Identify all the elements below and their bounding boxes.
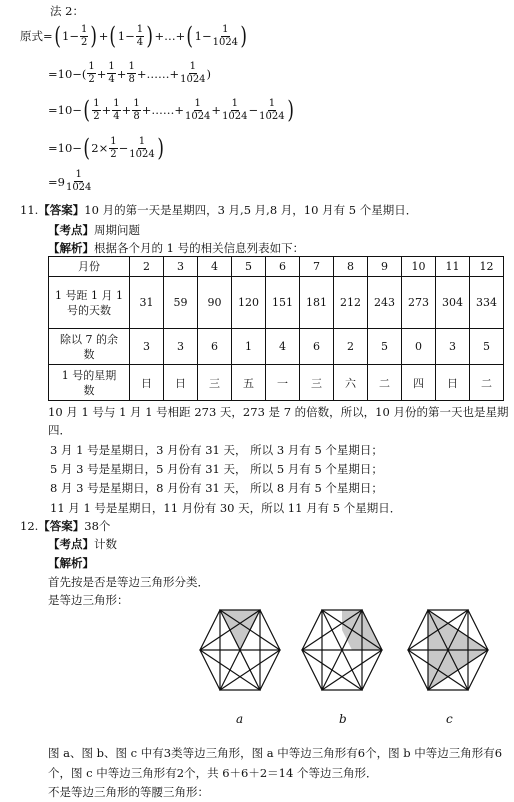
q12-kaodian-line: 【考点】计数 xyxy=(48,537,117,551)
q11-answer: 10 月的第一天是星期四，3 月,5 月,8 月，10 月有 5 个星期日． xyxy=(84,203,418,217)
fraction: $\frac{1}{1024}$ xyxy=(212,23,239,48)
shaded-region xyxy=(220,610,260,650)
q12-number: 12. xyxy=(20,519,39,533)
q12-summary-line-1: 图 a、图 b、图 c 中有3类等边三角形，图 a 中等边三角形有6个，图 b 中等边三角形有6 xyxy=(48,746,503,760)
formula-line-2: =10− ( $\frac{1}{2}$ + $\frac{1}{4}$ + $\frac{1}{8}$ +……+ $\frac{1}{1024}$ ) xyxy=(48,61,212,85)
formula-line-3: =10− ( $\frac{1}{2}$ + $\frac{1}{4}$ + $\frac{1}{8}$ +……+ $\frac{1}{1024}$ + $\frac{1}{1024}$ − $\frac{1}{1024}$ ) xyxy=(48,96,294,124)
q11-jiexi-line: 【解析】根据各个月的 1 号的相关信息列表如下： xyxy=(48,241,305,255)
q11-line: 11 月 1 号是星期日，11 月份有 30 天，所以 11 月有 5 个星期日． xyxy=(50,501,402,515)
formula-line-1: 原式 = ( 1 − $\frac{1}{2}$ ) + ( 1 − $\frac{1}{4}$ ) +…+ ( 1 − $\frac{1}{1024}$ ) xyxy=(20,22,248,50)
hexagon-figure-b xyxy=(302,610,382,690)
figure-label-b: b xyxy=(339,712,347,726)
fraction: $\frac{1}{4}$ xyxy=(136,23,144,48)
q11-line: 3 月 1 号是星期日，3 月份有 31 天， 所以 3 月有 5 个星期日； xyxy=(50,443,383,457)
q11-kaodian-line: 【考点】周期问题 xyxy=(48,223,140,237)
q12-not-equilateral: 不是等边三角形的等腰三角形： xyxy=(48,785,209,799)
table-row: 月份 2 3 4 5 6 7 8 9 10 11 12 xyxy=(49,257,504,277)
q12-summary-line-2: 个，图 c 中等边三角形有2个，共 6＋6＋2＝14 个等边三角形． xyxy=(48,766,378,780)
figure-label-c: c xyxy=(446,712,453,726)
formula-line-4: =10− ( 2× $\frac{1}{2}$ − $\frac{1}{1024}$ ) xyxy=(48,134,164,162)
q11-para-line-1: 10 月 1 号与 1 月 1 号相距 273 天，273 是 7 的倍数，所以，10 月份的第一天也是星期 xyxy=(48,405,509,419)
method-label: 法 2： xyxy=(50,4,84,18)
answer-tag: 【答案】 xyxy=(38,203,85,217)
q11-answer-line xyxy=(20,202,417,218)
formula-lhs: 原式 xyxy=(20,29,43,43)
q12-jiexi-line: 【解析】 xyxy=(48,556,94,570)
q11-line: 8 月 3 号是星期日，8 月份有 31 天， 所以 8 月有 5 个星期日； xyxy=(50,481,383,495)
q11-para-line-2: 四． xyxy=(48,423,71,437)
table-row: 1 号距 1 月 1 号的天数 31 59 90 120 151 181 212 243 273 304 334 xyxy=(49,277,504,329)
q12-answer: 38个 xyxy=(84,519,111,533)
q11-number: 11. xyxy=(20,203,39,217)
q12-answer-line: 12.【答案】38个 xyxy=(20,519,111,533)
table-row: 1 号的星期数 日 日 三 五 一 三 六 二 四 日 二 xyxy=(49,365,504,401)
fraction: $\frac{1}{2}$ xyxy=(80,23,88,48)
formula-line-5: =9 $\frac{1}{1024}$ xyxy=(48,169,92,193)
figure-label-a: a xyxy=(236,712,244,726)
q12-intro: 首先按是否是等边三角形分类． xyxy=(48,575,209,589)
table-row: 除以 7 的余数 3 3 6 1 4 6 2 5 0 3 5 xyxy=(49,329,504,365)
q12-equilateral-heading: 是等边三角形： xyxy=(48,593,129,607)
hexagon-figure-a xyxy=(200,610,280,690)
month-info-table xyxy=(48,256,504,401)
q11-line: 5 月 3 号是星期日，5 月份有 31 天， 所以 5 月有 5 个星期日； xyxy=(50,462,383,476)
hexagon-figure-c xyxy=(408,610,488,690)
